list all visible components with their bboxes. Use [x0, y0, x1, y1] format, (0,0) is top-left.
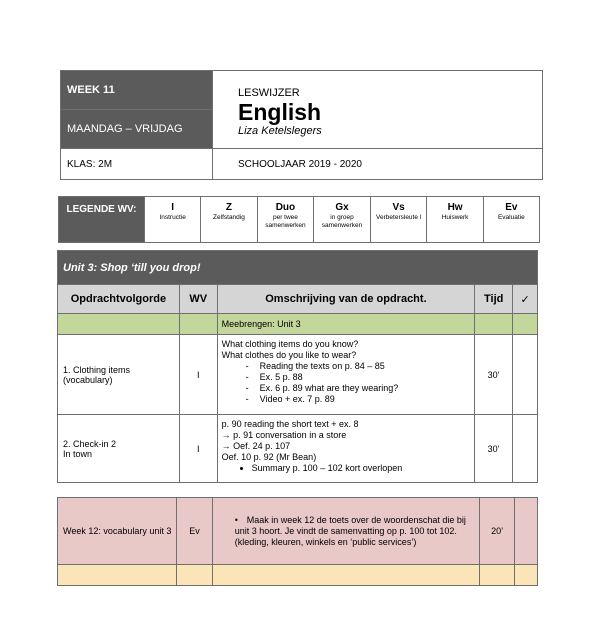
col-check-header: ✓: [513, 285, 538, 314]
tijd-cell: 30’: [475, 335, 513, 415]
wv-cell: I: [179, 415, 217, 483]
legend-code: Ev: [505, 202, 518, 213]
klas-cell: KLAS: 2M: [61, 149, 213, 180]
table-row: [58, 498, 538, 565]
legend-desc: per twee samenwerken: [265, 214, 306, 229]
tijd-cell: 30’: [475, 415, 513, 483]
table-cell: [479, 565, 515, 586]
desc-line: → p. 91 conversation in a store: [221, 430, 347, 440]
meebrengen-row: [58, 314, 538, 335]
legend-desc: Huiswerk: [441, 214, 469, 221]
legend-desc: Evaluatie: [497, 214, 525, 221]
empty-row: [58, 565, 538, 586]
dash-list: [222, 361, 471, 405]
legend-item: [257, 197, 314, 243]
table-cell: [58, 565, 177, 586]
task-cell: [58, 415, 180, 483]
check-cell[interactable]: [513, 415, 538, 483]
week12-table: [57, 497, 538, 586]
col-order-header: Opdrachtvolgorde: [58, 285, 180, 314]
table-cell: [58, 314, 180, 335]
list-item: - Reading the texts on p. 84 – 85: [246, 361, 471, 372]
col-tijd-header: Tijd: [475, 285, 513, 314]
bullet-glyph: •: [234, 514, 238, 525]
legend-desc: Instructie: [159, 214, 186, 221]
subject-title: English: [238, 98, 322, 125]
unit-table: [57, 250, 538, 483]
meebrengen-text: Meebrengen: Unit 3: [217, 314, 475, 335]
desc-text: Maak in week 12 de toets over de woordenschat die bij unit 3 hoort. Je vindt de samenvatting op p. 100 tot 102. (kleding, kleuren, winkels en ‘public services’): [234, 514, 466, 547]
task-cell: 1. Clothing items (vocabulary): [58, 335, 180, 415]
legend-item: [145, 197, 201, 243]
table-cell: [475, 314, 513, 335]
legend-item: [483, 197, 539, 243]
unit-title: Unit 3: Shop ‘till you drop!: [58, 251, 538, 285]
task-line: 2. Check-in 2: [63, 438, 117, 449]
doc-type: LESWIJZER: [238, 86, 300, 99]
task-cell: Week 12: vocabulary unit 3: [58, 498, 177, 565]
bullet-list: [222, 463, 471, 474]
desc-cell: [217, 415, 475, 483]
legend-code: I: [171, 202, 175, 213]
table-cell: [212, 565, 479, 586]
table-row: [58, 415, 538, 483]
desc-line: What clothes do you like to wear?: [221, 350, 357, 360]
legend-item: [201, 197, 257, 243]
table-cell: [179, 314, 217, 335]
wv-cell: I: [179, 335, 217, 415]
desc-cell: [217, 335, 475, 415]
table-cell: [513, 314, 538, 335]
desc-line: p. 90 reading the short text + ex. 8: [221, 419, 359, 429]
header-table: [60, 70, 543, 180]
schooljaar-cell: SCHOOLJAAR 2019 - 2020: [213, 149, 543, 180]
legend-item: [370, 197, 427, 243]
table-cell: [515, 565, 538, 586]
legend-desc: Zelfstandig: [213, 214, 245, 221]
legend-label: LEGENDE WV:: [59, 197, 145, 243]
list-item: • Summary p. 100 – 102 kort overlopen: [252, 463, 471, 474]
check-cell[interactable]: [515, 498, 538, 565]
desc-line: What clothing items do you know?: [221, 339, 359, 349]
legend-desc: in groep samenwerken: [321, 214, 363, 229]
legend-item: [314, 197, 371, 243]
desc-line: → Oef. 24 p. 107: [221, 441, 291, 451]
legend-code: Vs: [392, 202, 405, 213]
list-item: - Ex. 5 p. 88: [246, 372, 471, 383]
col-desc-header: Omschrijving van de opdracht.: [217, 285, 475, 314]
desc-line: Oef. 10 p. 92 (Mr Bean): [221, 452, 317, 462]
title-cell: [213, 71, 543, 149]
wv-cell: Ev: [177, 498, 212, 565]
legend-table: [58, 196, 540, 243]
teacher-name: Liza Ketelslegers: [238, 124, 322, 137]
col-wv-header: WV: [179, 285, 217, 314]
table-row: [58, 335, 538, 415]
days-cell: MAANDAG – VRIJDAG: [61, 110, 213, 149]
tijd-cell: 20’: [479, 498, 515, 565]
list-item: - Video + ex. 7 p. 89: [246, 394, 471, 405]
table-cell: [177, 565, 212, 586]
legend-code: Duo: [275, 202, 296, 213]
legend-desc: Verbetersleute l: [376, 214, 422, 221]
legend-code: Z: [225, 202, 232, 213]
legend-item: [427, 197, 483, 243]
week-cell: WEEK 11: [61, 71, 213, 110]
check-cell[interactable]: [513, 335, 538, 415]
legend-code: Hw: [447, 202, 463, 213]
list-item: - Ex. 6 p. 89 what are they wearing?: [246, 383, 471, 394]
legend-code: Gx: [335, 202, 349, 213]
task-line: In town: [63, 448, 93, 459]
desc-cell: [212, 498, 479, 565]
